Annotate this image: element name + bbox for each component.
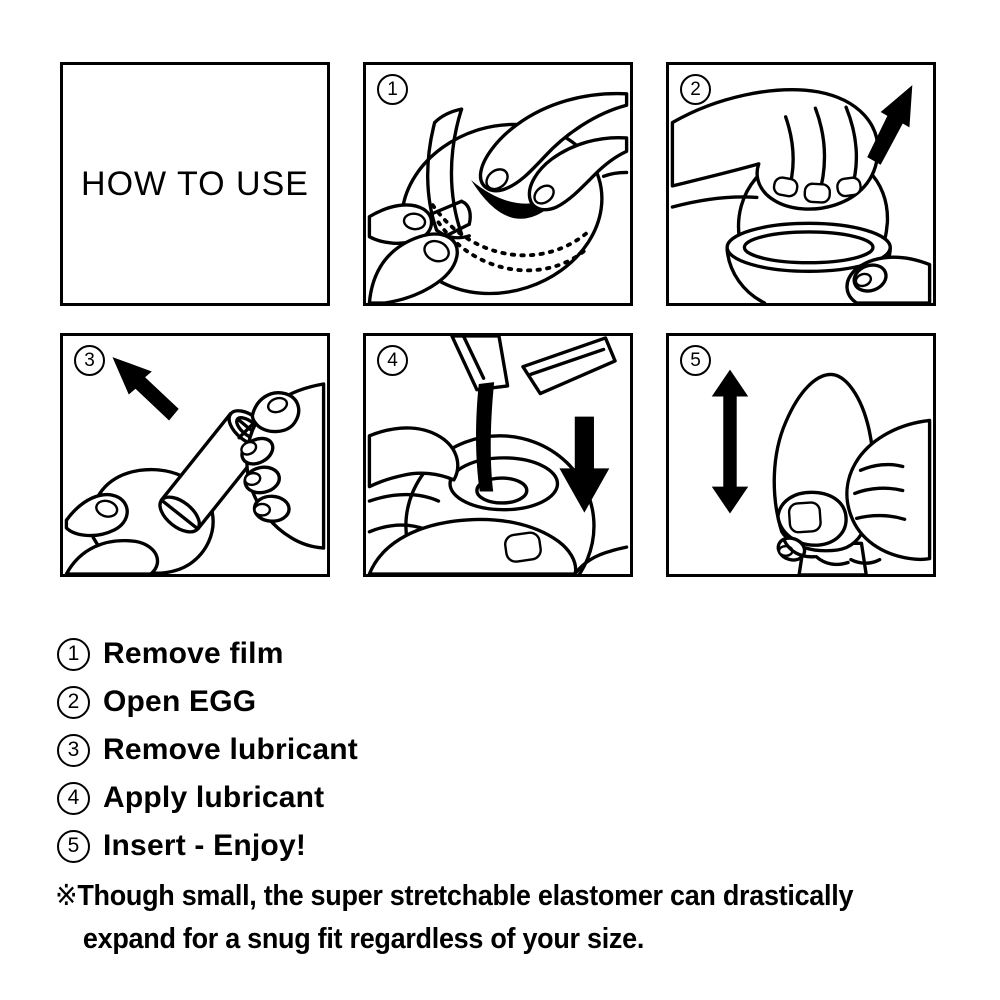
fingernail — [255, 504, 270, 516]
step-4-number-badge: 4 — [377, 345, 408, 376]
lubricant-sachet — [452, 336, 508, 390]
thumbnail — [504, 531, 542, 562]
open-egg-illustration — [669, 65, 933, 303]
footnote-line-1: ※Though small, the super stretchable elastomer can drastically — [55, 878, 854, 912]
panel-step-3 — [60, 333, 330, 577]
step-item-2 — [57, 678, 358, 726]
footnote-line-2: expand for a snug fit regardless of your size. — [82, 923, 645, 955]
thumbnail — [789, 502, 822, 533]
reference-mark: ※ — [55, 878, 78, 912]
insert-enjoy-illustration — [669, 336, 933, 574]
step-1-number-badge: 1 — [377, 74, 408, 105]
steps-list — [57, 630, 358, 870]
arrow-up-left-icon — [112, 357, 178, 420]
fingernail — [836, 177, 861, 197]
footnote — [55, 874, 975, 961]
apply-lubricant-illustration — [366, 336, 630, 574]
panel-step-2 — [666, 62, 936, 306]
step-5-circle-number: 5 — [57, 830, 90, 863]
step-4-label: Apply lubricant — [103, 781, 325, 814]
step-1-circle-number: 1 — [57, 638, 90, 671]
remove-film-illustration — [366, 65, 630, 303]
thumb — [66, 495, 127, 536]
step-3-circle-number: 3 — [57, 734, 90, 767]
title-panel — [60, 62, 330, 306]
finger — [369, 428, 457, 487]
arrow-up-right-icon — [867, 85, 912, 165]
step-3-label: Remove lubricant — [103, 733, 358, 766]
sachet-torn-strip — [523, 338, 615, 394]
fingernail — [773, 176, 799, 197]
panel-step-4 — [363, 333, 633, 577]
page-title: HOW TO USE — [81, 164, 309, 203]
step-2-number-badge: 2 — [680, 74, 711, 105]
step-3-number-badge: 3 — [74, 345, 105, 376]
fingernail — [804, 183, 830, 203]
step-item-5 — [57, 822, 358, 870]
step-5-label: Insert - Enjoy! — [103, 829, 307, 862]
step-2-label: Open EGG — [103, 685, 257, 718]
step-5-number-badge: 5 — [680, 345, 711, 376]
step-2-circle-number: 2 — [57, 686, 90, 719]
hand — [66, 541, 157, 574]
panel-step-1 — [363, 62, 633, 306]
instruction-grid — [60, 62, 936, 577]
arrow-up-down-icon — [712, 370, 748, 514]
step-item-4 — [57, 774, 358, 822]
step-item-3 — [57, 726, 358, 774]
step-4-circle-number: 4 — [57, 782, 90, 815]
remove-lubricant-illustration — [63, 336, 327, 574]
step-1-label: Remove film — [103, 637, 284, 670]
panel-step-5 — [666, 333, 936, 577]
step-item-1 — [57, 630, 358, 678]
